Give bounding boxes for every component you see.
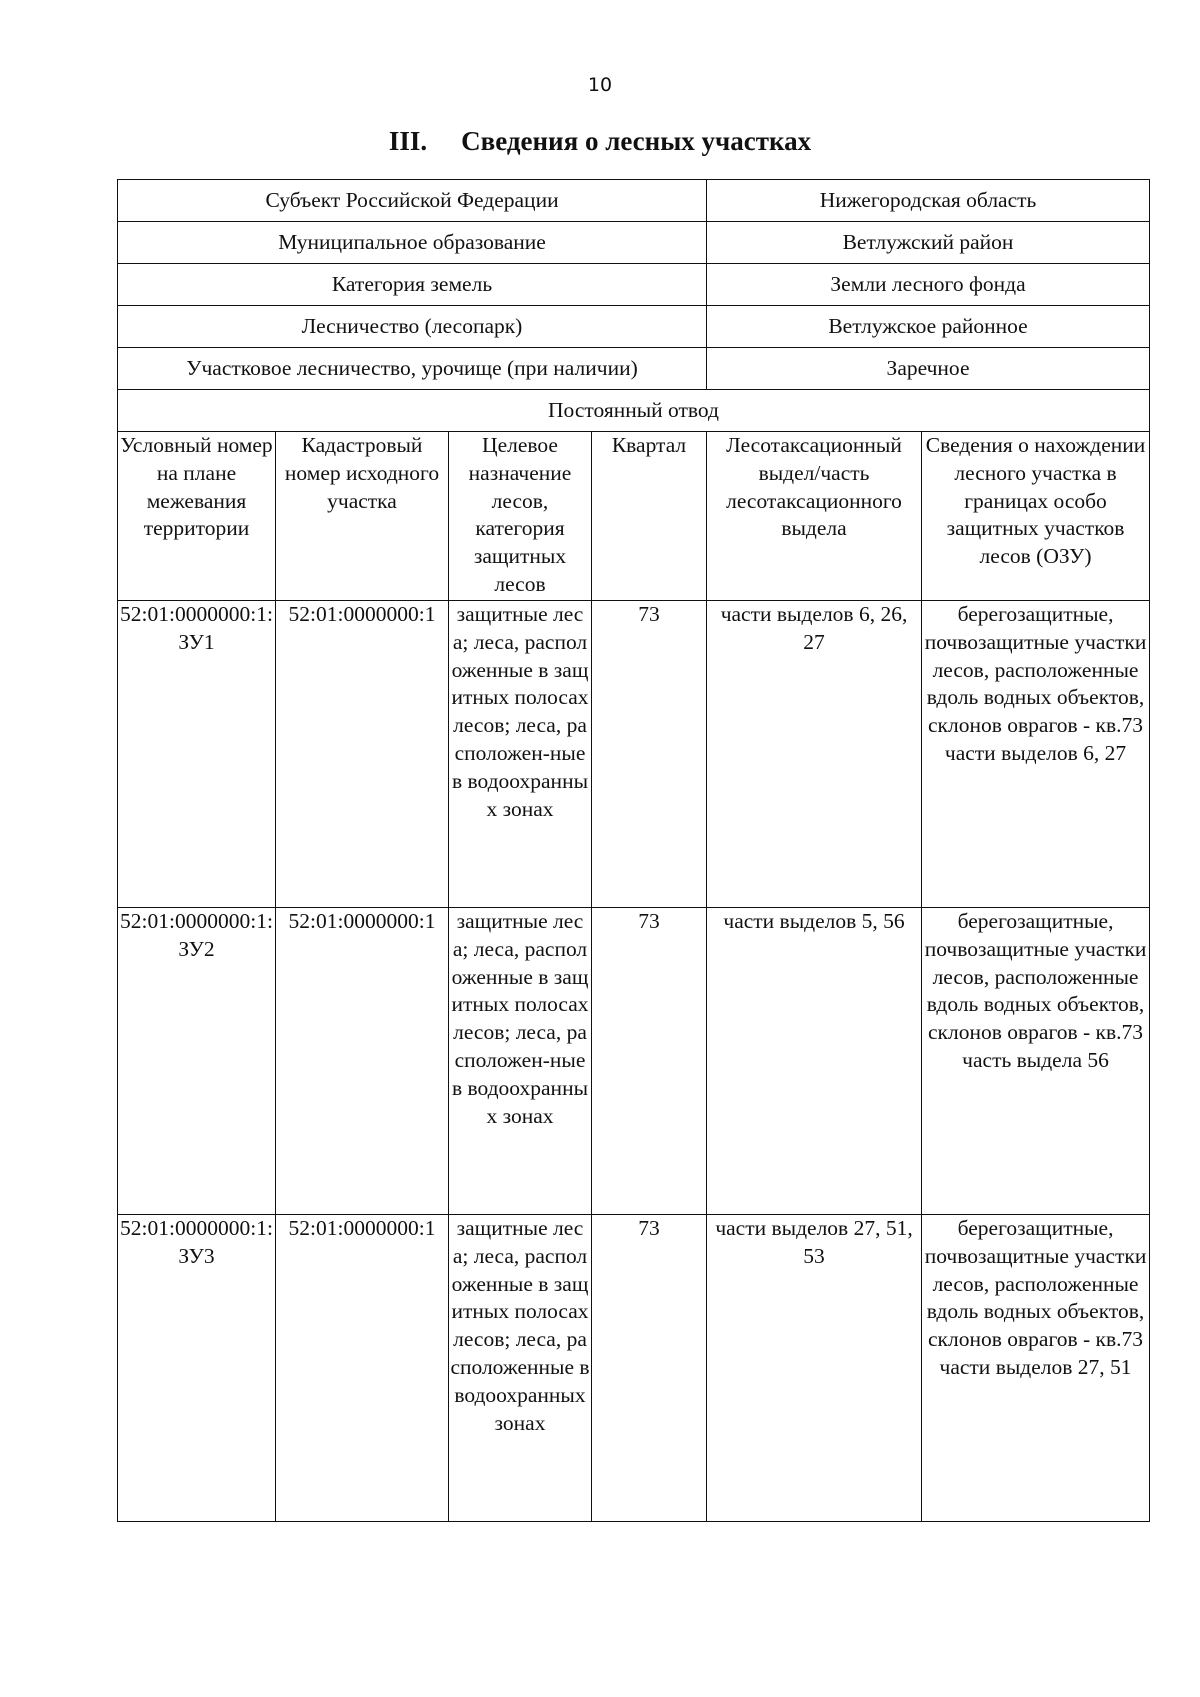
info-label: Лесничество (лесопарк) (118, 306, 707, 348)
cadastral-number-cell: 52:01:0000000:1 (276, 908, 449, 1215)
column-header: Целевое назначение лесов, категория защитных лесов (449, 432, 592, 601)
info-row-subject (118, 180, 1150, 222)
section-title-text: Сведения о лесных участках (461, 126, 812, 156)
info-value: Нижегородская область (707, 180, 1150, 222)
table-row (118, 601, 1150, 908)
info-label: Категория земель (118, 264, 707, 306)
table-row (118, 908, 1150, 1215)
quarter-cell: 73 (592, 601, 707, 908)
cadastral-number-cell: 52:01:0000000:1 (276, 1215, 449, 1522)
column-header-row (118, 432, 1150, 601)
info-value: Заречное (707, 348, 1150, 390)
allotment-title-row (118, 390, 1150, 432)
purpose-cell: защитные леса; леса, расположенные в защитных полосах лесов; леса, расположен-ные в водоохранных зонах (449, 908, 592, 1215)
ozu-cell: берегозащитные, почвозащитные участки лесов, расположенные вдоль водных объектов, склонов оврагов - кв.73 части выделов 6, 27 (922, 601, 1150, 908)
info-label: Субъект Российской Федерации (118, 180, 707, 222)
ozu-cell: берегозащитные, почвозащитные участки лесов, расположенные вдоль водных объектов, склонов оврагов - кв.73 часть выдела 56 (922, 908, 1150, 1215)
section-numeral: III. (388, 126, 428, 156)
column-header: Условный номер на плане межевания территории (118, 432, 276, 601)
info-label: Участковое лесничество, урочище (при наличии) (118, 348, 707, 390)
column-header: Кадастровый номер исходного участка (276, 432, 449, 601)
conditional-number-cell: 52:01:0000000:1:ЗУ1 (118, 601, 276, 908)
cadastral-number-cell: 52:01:0000000:1 (276, 601, 449, 908)
purpose-cell: защитные леса; леса, расположенные в защитных полосах лесов; леса, расположен-ные в водоохранных зонах (449, 601, 592, 908)
info-row-land-category (118, 264, 1150, 306)
column-header: Лесотаксационный выдел/часть лесотаксационного выдела (707, 432, 922, 601)
allotment-cell: части выделов 6, 26, 27 (707, 601, 922, 908)
table-row (118, 1215, 1150, 1522)
ozu-cell: берегозащитные, почвозащитные участки лесов, расположенные вдоль водных объектов, склонов оврагов - кв.73 части выделов 27, 51 (922, 1215, 1150, 1522)
info-row-district-forestry (118, 348, 1150, 390)
allotment-cell: части выделов 5, 56 (707, 908, 922, 1215)
page-number: 10 (587, 74, 613, 96)
column-header: Сведения о нахождении лесного участка в границах особо защитных участков лесов (ОЗУ) (922, 432, 1150, 601)
column-header: Квартал (592, 432, 707, 601)
quarter-cell: 73 (592, 1215, 707, 1522)
allotment-cell: части выделов 27, 51, 53 (707, 1215, 922, 1522)
quarter-cell: 73 (592, 908, 707, 1215)
info-value: Ветлужский район (707, 222, 1150, 264)
info-value: Земли лесного фонда (707, 264, 1150, 306)
purpose-cell: защитные леса; леса, расположенные в защитных полосах лесов; леса, расположенные в водоохранных зонах (449, 1215, 592, 1522)
info-row-forestry (118, 306, 1150, 348)
conditional-number-cell: 52:01:0000000:1:ЗУ3 (118, 1215, 276, 1522)
allotment-title: Постоянный отвод (118, 390, 1150, 432)
info-value: Ветлужское районное (707, 306, 1150, 348)
info-row-municipality (118, 222, 1150, 264)
forest-plots-table (117, 179, 1150, 1522)
section-title (0, 126, 1200, 157)
conditional-number-cell: 52:01:0000000:1:ЗУ2 (118, 908, 276, 1215)
info-label: Муниципальное образование (118, 222, 707, 264)
